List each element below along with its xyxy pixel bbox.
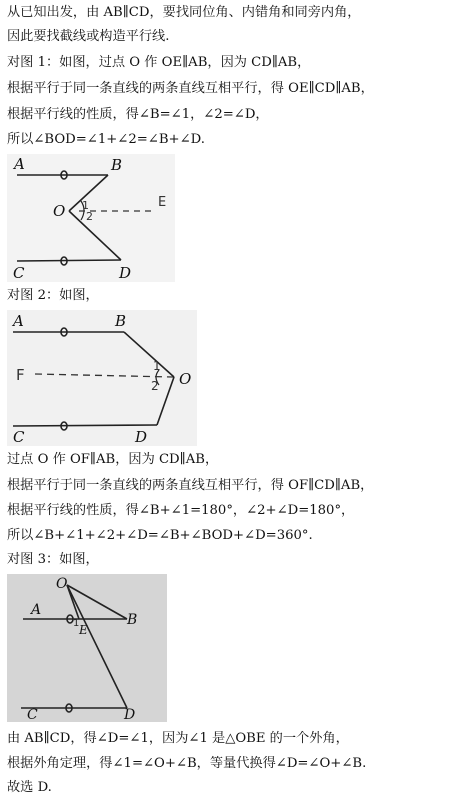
fig3-label-c: C: [27, 707, 38, 722]
fig2-label-o: O: [179, 370, 192, 388]
fig3-label-o: O: [56, 576, 68, 592]
text-line-10: 根据平行线的性质，得∠B+∠1=180°，∠2+∠D=180°，: [7, 503, 355, 518]
text-line-2: 因此要找截线或构造平行线.: [7, 29, 170, 44]
fig2-label-f: F: [16, 366, 25, 384]
text-line-12: 对图 3：如图，: [7, 552, 99, 567]
text-line-7: 对图 2：如图，: [7, 288, 99, 303]
fig3-label-e: E: [79, 623, 88, 637]
text-line-5: 根据平行线的性质，得∠B=∠1，∠2=∠D，: [7, 107, 269, 122]
fig3-label-d: D: [124, 707, 136, 722]
text-line-8: 过点 O 作 OF∥AB，因为 CD∥AB，: [7, 452, 219, 467]
fig3-label-b: B: [127, 612, 138, 628]
text-line-4: 根据平行于同一条直线的两条直线互相平行，得 OE∥CD∥AB，: [7, 81, 374, 96]
fig1-label-c: C: [13, 264, 25, 282]
text-line-3: 对图 1：如图，过点 O 作 OE∥AB，因为 CD∥AB，: [7, 55, 311, 70]
text-line-14: 根据外角定理，得∠1=∠O+∠B，等量代换得∠D=∠O+∠B.: [7, 756, 367, 771]
fig2-label-d: D: [135, 428, 148, 446]
text-line-11: 所以∠B+∠1+∠2+∠D=∠B+∠BOD+∠D=360°.: [7, 528, 313, 543]
fig1-angle-1: 1: [82, 199, 89, 212]
figure-2: [7, 310, 197, 446]
text-line-9: 根据平行于同一条直线的两条直线互相平行，得 OF∥CD∥AB，: [7, 478, 374, 493]
fig3-angle-1: 1: [73, 618, 80, 629]
fig2-angle-2: 2: [151, 379, 159, 393]
fig1-angle-2: 2: [86, 210, 93, 223]
text-line-13: 由 AB∥CD，得∠D=∠1，因为∠1 是△OBE 的一个外角，: [7, 731, 349, 746]
fig1-label-d: D: [119, 264, 132, 282]
figure-3: [7, 574, 167, 722]
fig1-label-b: B: [111, 156, 123, 174]
figure-1: [7, 154, 175, 282]
text-line-1: 从已知出发，由 AB∥CD，要找同位角、内错角和同旁内角，: [7, 5, 361, 20]
fig1-label-o: O: [53, 202, 66, 220]
fig2-label-b: B: [115, 312, 127, 330]
fig2-label-c: C: [13, 428, 25, 446]
text-line-6: 所以∠BOD=∠1+∠2=∠B+∠D.: [7, 132, 205, 147]
text-line-15: 故选 D.: [7, 780, 52, 795]
fig2-label-a: A: [13, 312, 24, 330]
fig1-label-a: A: [14, 155, 25, 173]
fig1-label-e: E: [158, 195, 167, 210]
fig2-angle-1: 1: [153, 359, 161, 373]
fig3-label-a: A: [31, 602, 42, 618]
